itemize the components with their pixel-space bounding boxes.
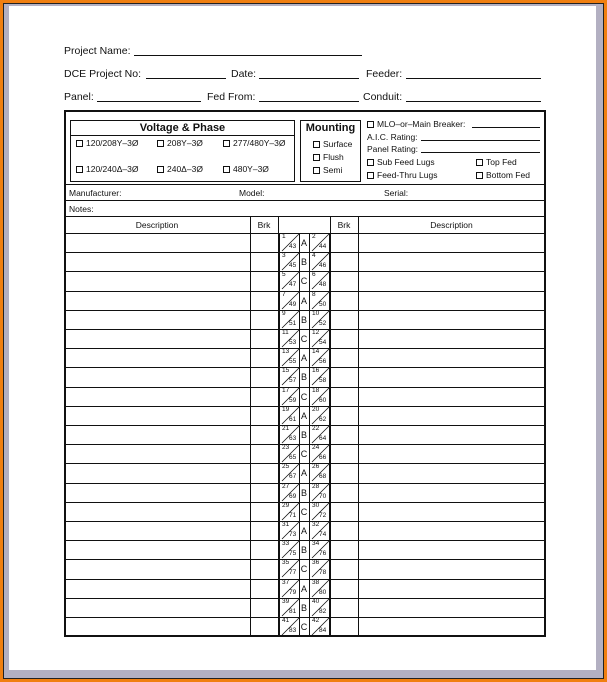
- feeder-label: Feeder:: [366, 68, 403, 80]
- phase-label: C: [300, 334, 308, 344]
- circuit-number: 30: [312, 501, 320, 509]
- circuit-number: 31: [282, 521, 290, 528]
- voltage-option-120-208y[interactable]: [76, 138, 138, 148]
- description-right-cell[interactable]: [358, 579, 545, 598]
- circuit-number-cell: [279, 233, 300, 252]
- mlo-field[interactable]: [472, 127, 540, 128]
- circuit-number-cell: [279, 348, 300, 367]
- option-label: MLO–or–Main Breaker:: [377, 119, 466, 129]
- circuit-number-cell: [279, 521, 300, 540]
- description-right-cell[interactable]: [358, 617, 545, 636]
- option-label: Bottom Fed: [486, 170, 530, 180]
- circuit-number-cell: [309, 252, 330, 271]
- circuit-number: 21: [282, 425, 290, 432]
- aic-rating-label: A.I.C. Rating:: [367, 132, 418, 142]
- checkbox[interactable]: [223, 140, 230, 147]
- phase-label: A: [300, 238, 307, 248]
- circuit-number-cell: [279, 291, 300, 310]
- description-right-cell[interactable]: [358, 367, 545, 386]
- checkbox[interactable]: [476, 172, 483, 179]
- circuit-number: 37: [282, 578, 290, 586]
- circuit-number: 7: [282, 290, 286, 298]
- circuit-number: 32: [312, 521, 320, 528]
- circuit-number-cell: [279, 444, 300, 463]
- circuit-number-cell: [309, 502, 330, 521]
- circuit-number-cell: [279, 483, 300, 502]
- circuit-number: 13: [282, 348, 290, 356]
- option-label: 120/240Δ–3Ø: [86, 164, 139, 174]
- description-right-cell[interactable]: [358, 521, 545, 540]
- conduit-field[interactable]: [406, 101, 541, 102]
- circuit-number: 19: [282, 405, 290, 413]
- circuit-number-cell: [309, 406, 330, 425]
- description-right-cell[interactable]: [358, 271, 545, 290]
- phase-label: C: [300, 506, 308, 517]
- circuit-number: 56: [319, 358, 327, 366]
- phase-label: A: [300, 468, 307, 479]
- circuit-number: 14: [312, 348, 320, 356]
- circuit-number: 40: [312, 597, 320, 605]
- option-label: 208Y–3Ø: [167, 138, 203, 148]
- circuit-number: 35: [282, 559, 290, 567]
- description-left-cell[interactable]: [64, 444, 250, 463]
- checkbox[interactable]: [313, 141, 320, 148]
- circuit-number: 69: [289, 492, 297, 500]
- circuit-number-cell: [309, 233, 330, 252]
- circuit-number: 11: [282, 329, 289, 336]
- circuit-number: 48: [319, 281, 327, 289]
- project-name-label: Project Name:: [64, 45, 131, 57]
- circuit-number: 58: [319, 377, 327, 385]
- description-left-cell[interactable]: [64, 348, 250, 367]
- serial-label: Serial:: [384, 188, 409, 198]
- circuit-number: 33: [282, 540, 290, 548]
- description-left-cell[interactable]: [64, 291, 250, 310]
- circuit-number: 28: [312, 482, 320, 490]
- circuit-number-cell: [309, 617, 330, 636]
- phase-label: C: [300, 449, 308, 460]
- circuit-number-cell: [309, 348, 330, 367]
- divider: [64, 184, 545, 185]
- col-brk-left: Brk: [257, 220, 271, 230]
- divider: [64, 200, 545, 201]
- circuit-number-cell: [279, 387, 300, 406]
- circuit-number: 15: [282, 367, 290, 375]
- circuit-number-cell: [279, 406, 300, 425]
- circuit-number: 64: [319, 435, 327, 442]
- circuit-number-cell: [309, 598, 330, 617]
- circuit-number: 29: [282, 501, 290, 509]
- mounting-title: Mounting: [305, 122, 356, 134]
- circuit-number: 77: [289, 569, 297, 577]
- description-right-cell[interactable]: [358, 291, 545, 310]
- col-description-left: Description: [135, 220, 179, 230]
- circuit-number-cell: [279, 329, 300, 348]
- phase-label: A: [300, 353, 307, 364]
- circuit-number: 1: [282, 233, 286, 240]
- phase-label: C: [300, 391, 308, 402]
- circuit-number-cell: [279, 271, 300, 290]
- phase-label: A: [300, 583, 307, 594]
- description-right-cell[interactable]: [358, 444, 545, 463]
- notes-label: Notes:: [69, 204, 94, 214]
- circuit-number-cell: [279, 463, 300, 482]
- phase-label: B: [300, 487, 307, 498]
- phase-label: B: [300, 257, 307, 268]
- description-right-cell[interactable]: [358, 598, 545, 617]
- mounting-flush[interactable]: [313, 152, 344, 162]
- circuit-number: 22: [312, 425, 320, 432]
- date-field[interactable]: [259, 78, 359, 79]
- phase-label: C: [300, 276, 308, 287]
- circuit-number-cell: [309, 291, 330, 310]
- circuit-number-cell: [309, 483, 330, 502]
- circuit-number: 4: [312, 252, 316, 260]
- phase-label: B: [300, 602, 307, 613]
- description-right-cell[interactable]: [358, 559, 545, 578]
- checkbox[interactable]: [367, 172, 374, 179]
- description-left-cell[interactable]: [64, 540, 250, 559]
- panel-label: Panel:: [64, 91, 94, 103]
- option-label: Top Fed: [486, 157, 517, 167]
- circuit-number: 75: [289, 550, 297, 558]
- phase-label: B: [300, 372, 307, 383]
- circuit-number: 9: [282, 309, 286, 317]
- circuit-number: 67: [289, 473, 297, 481]
- description-left-cell[interactable]: [64, 271, 250, 290]
- voltage-phase-title: Voltage & Phase: [139, 122, 226, 134]
- circuit-number-cell: [309, 559, 330, 578]
- circuit-number: 38: [312, 578, 320, 586]
- circuit-number: 25: [282, 463, 290, 471]
- panel-rating-label: Panel Rating:: [367, 144, 419, 154]
- circuit-number: 50: [319, 300, 327, 308]
- panel-rating-field[interactable]: [421, 152, 540, 153]
- circuit-number: 62: [319, 415, 327, 423]
- phase-label: B: [300, 430, 307, 440]
- divider: [70, 135, 295, 136]
- circuit-number: 52: [319, 319, 327, 327]
- circuit-number: 61: [289, 415, 297, 423]
- circuit-number-cell: [309, 521, 330, 540]
- phase-label: C: [300, 622, 308, 632]
- circuit-number: 82: [319, 607, 327, 615]
- phase-label: B: [300, 545, 307, 556]
- circuit-number-cell: [279, 559, 300, 578]
- circuit-number: 24: [312, 444, 320, 452]
- circuit-number-cell: [279, 310, 300, 329]
- bottom-fed[interactable]: [476, 170, 530, 180]
- circuit-number-cell: [279, 579, 300, 598]
- circuit-number-cell: [309, 463, 330, 482]
- description-left-cell[interactable]: [64, 502, 250, 521]
- circuit-number: 45: [289, 262, 297, 270]
- circuit-number: 20: [312, 405, 320, 413]
- circuit-number-cell: [309, 387, 330, 406]
- circuit-number: 44: [319, 243, 327, 250]
- description-right-cell[interactable]: [358, 540, 545, 559]
- col-description-right: Description: [430, 220, 473, 230]
- circuit-number: 65: [289, 454, 297, 462]
- circuit-number: 57: [289, 377, 297, 385]
- voltage-option-277-480y[interactable]: [223, 138, 285, 148]
- phase-label: C: [300, 564, 308, 575]
- description-right-cell[interactable]: [358, 483, 545, 502]
- description-right-cell[interactable]: [358, 348, 545, 367]
- checkbox[interactable]: [313, 154, 320, 161]
- description-left-cell[interactable]: [64, 483, 250, 502]
- circuit-number: 59: [289, 396, 297, 404]
- dce-project-no-label: DCE Project No:: [64, 68, 142, 80]
- voltage-option-240d[interactable]: [157, 164, 203, 174]
- circuit-number: 36: [312, 559, 320, 567]
- circuit-number: 10: [312, 309, 320, 317]
- fed-from-field[interactable]: [259, 101, 359, 102]
- circuit-number: 55: [289, 358, 297, 366]
- description-left-cell[interactable]: [64, 463, 250, 482]
- circuit-number: 68: [319, 473, 327, 481]
- circuit-number-cell: [279, 540, 300, 559]
- circuit-number: 81: [289, 607, 297, 615]
- description-left-cell[interactable]: [64, 425, 250, 444]
- description-right-cell[interactable]: [358, 463, 545, 482]
- circuit-number-cell: [309, 367, 330, 386]
- top-fed[interactable]: [476, 157, 517, 167]
- description-left-cell[interactable]: [64, 233, 250, 252]
- description-right-cell[interactable]: [358, 310, 545, 329]
- circuit-number: 73: [289, 531, 297, 538]
- model-label: Model:: [239, 188, 265, 198]
- circuit-number-cell: [279, 252, 300, 271]
- circuit-number: 42: [312, 617, 320, 624]
- circuit-number: 27: [282, 482, 290, 490]
- circuit-number: 41: [282, 617, 290, 624]
- circuit-number-cell: [279, 502, 300, 521]
- circuit-number: 72: [319, 511, 327, 519]
- circuit-number: 74: [319, 531, 327, 538]
- circuit-number-cell: [309, 425, 330, 444]
- description-left-cell[interactable]: [64, 387, 250, 406]
- circuit-number: 6: [312, 271, 316, 279]
- description-left-cell[interactable]: [64, 559, 250, 578]
- circuit-number-cell: [309, 271, 330, 290]
- voltage-option-208y[interactable]: [157, 138, 203, 148]
- description-left-cell[interactable]: [64, 367, 250, 386]
- circuit-number-cell: [309, 444, 330, 463]
- circuit-number: 80: [319, 588, 327, 596]
- description-left-cell[interactable]: [64, 310, 250, 329]
- circuit-number-cell: [279, 425, 300, 444]
- circuit-number: 16: [312, 367, 320, 375]
- voltage-option-480y[interactable]: [223, 164, 269, 174]
- phase-label: A: [300, 526, 307, 536]
- option-label: 480Y–3Ø: [233, 164, 269, 174]
- circuit-number: 23: [282, 444, 290, 452]
- divider: [250, 216, 251, 636]
- phase-label: A: [300, 295, 307, 306]
- mounting-semi[interactable]: [313, 165, 342, 175]
- date-label: Date:: [231, 68, 257, 80]
- project-name-field[interactable]: [134, 55, 362, 56]
- mounting-surface[interactable]: [313, 139, 352, 149]
- fed-from-label: Fed From:: [207, 91, 256, 103]
- circuit-number: 63: [289, 435, 297, 442]
- circuit-number: 12: [312, 329, 320, 336]
- circuit-number: 54: [319, 339, 327, 346]
- circuit-number: 49: [289, 300, 297, 308]
- checkbox[interactable]: [367, 121, 374, 128]
- circuit-number: 46: [319, 262, 327, 270]
- description-right-cell[interactable]: [358, 387, 545, 406]
- circuit-number: 71: [289, 511, 297, 519]
- circuit-number: 34: [312, 540, 320, 548]
- description-left-cell[interactable]: [64, 329, 250, 348]
- panel-field[interactable]: [97, 101, 201, 102]
- circuit-number-cell: [309, 540, 330, 559]
- conduit-label: Conduit:: [363, 91, 403, 103]
- circuit-number-cell: [279, 367, 300, 386]
- checkbox[interactable]: [157, 140, 164, 147]
- description-left-cell[interactable]: [64, 521, 250, 540]
- circuit-number: 76: [319, 550, 327, 558]
- option-label: 277/480Y–3Ø: [233, 138, 286, 148]
- checkbox[interactable]: [313, 167, 320, 174]
- feed-thru-lugs[interactable]: [367, 170, 437, 180]
- checkbox[interactable]: [157, 166, 164, 173]
- circuit-number: 26: [312, 463, 320, 471]
- circuit-number: 51: [289, 319, 297, 327]
- feeder-field[interactable]: [406, 78, 541, 79]
- description-left-cell[interactable]: [64, 617, 250, 636]
- option-label: Flush: [323, 152, 344, 162]
- circuit-number: 5: [282, 271, 286, 279]
- option-label: 120/208Y–3Ø: [86, 138, 139, 148]
- circuit-number: 47: [289, 281, 297, 289]
- description-left-cell[interactable]: [64, 579, 250, 598]
- checkbox[interactable]: [76, 166, 83, 173]
- col-brk-right: Brk: [337, 220, 351, 230]
- circuit-number: 66: [319, 454, 327, 462]
- circuit-number-cell: [309, 329, 330, 348]
- circuit-number-cell: [279, 617, 300, 636]
- circuit-number: 78: [319, 569, 327, 577]
- voltage-option-120-240d[interactable]: [76, 164, 138, 174]
- sub-feed-lugs[interactable]: [367, 157, 435, 167]
- option-label: Feed-Thru Lugs: [377, 170, 438, 180]
- circuit-number: 60: [319, 396, 327, 404]
- circuit-number: 70: [319, 492, 327, 500]
- description-left-cell[interactable]: [64, 406, 250, 425]
- circuit-number: 53: [289, 339, 297, 346]
- description-right-cell[interactable]: [358, 502, 545, 521]
- checkbox[interactable]: [367, 159, 374, 166]
- checkbox[interactable]: [223, 166, 230, 173]
- checkbox[interactable]: [76, 140, 83, 147]
- divider: [64, 216, 545, 217]
- option-label: 240Δ–3Ø: [167, 164, 203, 174]
- description-right-cell[interactable]: [358, 252, 545, 271]
- description-left-cell[interactable]: [64, 598, 250, 617]
- circuit-number: 43: [289, 243, 297, 250]
- circuit-number-cell: [279, 598, 300, 617]
- description-right-cell[interactable]: [358, 329, 545, 348]
- circuit-number: 84: [319, 627, 327, 634]
- circuit-number: 83: [289, 627, 297, 634]
- option-label: Semi: [323, 165, 343, 175]
- phase-label: B: [300, 314, 307, 325]
- circuit-number: 2: [312, 233, 316, 240]
- aic-rating-field[interactable]: [421, 140, 540, 141]
- circuit-number: 39: [282, 597, 290, 605]
- description-right-cell[interactable]: [358, 233, 545, 252]
- circuit-number: 17: [282, 386, 290, 394]
- checkbox[interactable]: [476, 159, 483, 166]
- mlo-main-breaker[interactable]: [367, 119, 465, 129]
- circuit-number: 3: [282, 252, 286, 260]
- option-label: Surface: [323, 139, 353, 149]
- manufacturer-label: Manufacturer:: [69, 188, 122, 198]
- circuit-number: 18: [312, 386, 320, 394]
- description-left-cell[interactable]: [64, 252, 250, 271]
- circuit-number-cell: [309, 310, 330, 329]
- circuit-number-cell: [309, 579, 330, 598]
- description-right-cell[interactable]: [358, 406, 545, 425]
- description-right-cell[interactable]: [358, 425, 545, 444]
- option-label: Sub Feed Lugs: [377, 157, 435, 167]
- circuit-number: 8: [312, 290, 316, 298]
- phase-label: A: [300, 410, 307, 421]
- circuit-number: 79: [289, 588, 297, 596]
- dce-project-no-field[interactable]: [146, 78, 226, 79]
